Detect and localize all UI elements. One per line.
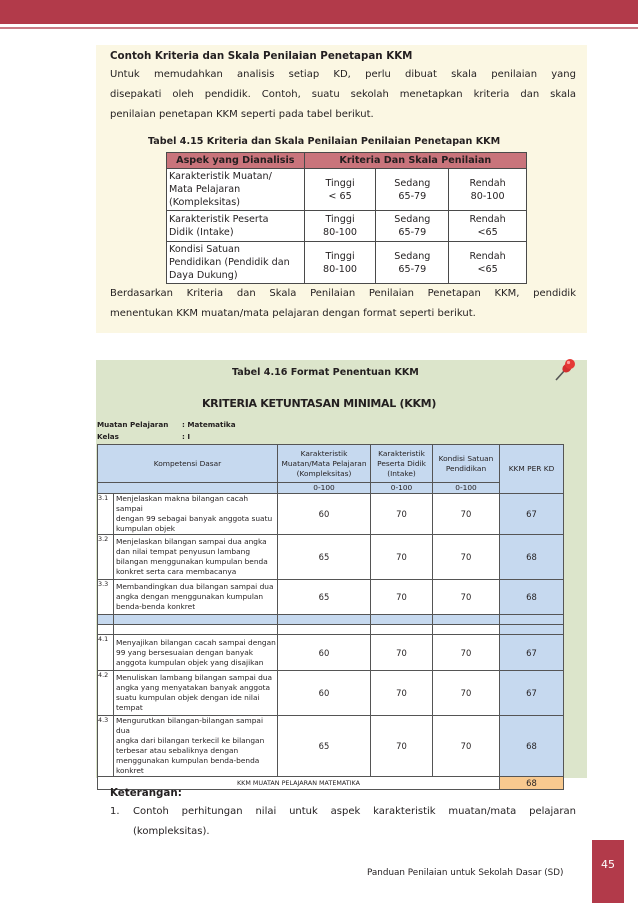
table-row: 3.1 Menjelaskan makna bilangan cacah sampai dengan 99 sebagai banyak anggota suatu kumpulan objek 60 70 70 67 <box>98 494 564 535</box>
page-number: 45 <box>592 840 624 903</box>
example-title: Contoh Kriteria dan Skala Penilaian Penetapan KKM <box>110 50 413 62</box>
table-4-15-caption: Tabel 4.15 Kriteria dan Skala Penilaian Penilaian Penetapan KKM <box>148 136 501 147</box>
table-row: Karakteristik Muatan/ Mata Pelajaran (Kompleksitas) Tinggi < 65 Sedang 65-79 Rendah 80-100 <box>167 169 527 211</box>
kkm-table: Kompetensi Dasar Karakteristik Muatan/Mata Pelajaran (Kompleksitas) Karakteristik Peserta Didik (Intake) Kondisi Satuan Pendidikan KKM PER KD 0-100 0-100 0-100 3.1 Menjelaskan makna bilangan cacah sampai dengan 99 sebagai banyak anggota suatu kumpulan objek 60 70 70 67 3.2 Menjelaskan bilangan sampai dua angka dan nilai tempat penyusun lambang bilangan menggunakan kumpulan benda konkret serta cara membacanya 65 70 70 68 3.3 Membandingkan dua bilangan sampai dua angka dengan menggunakan kumpulan benda-benda konkret 65 70 70 68 4.1 Menyajikan bilangan cacah sampai dengan 99 yang bersesuaian dengan banyak anggota kumpulan objek yang disajikan 60 70 70 67 4.2 Menuliskan lambang bilangan sampai dua angka yang menyatakan banyak anggota suatu kumpulan objek dengan ide nilai tempat 60 70 70 67 4.3 Mengurutkan bilangan-bilangan sampai dua angka dari bilangan terkecil ke bilangan terbesar atau sebaliknya dengan menggunakan kumpulan benda-benda konkret 65 70 70 68 KKM MUATAN PELAJARAN MATEMATIKA 68 <box>97 444 564 790</box>
total-value: 68 <box>500 777 564 790</box>
table-row: 3.3 Membandingkan dua bilangan sampai dua angka dengan menggunakan kumpulan benda-benda konkret 65 70 70 68 <box>98 580 564 615</box>
header-kkm-per-kd: KKM PER KD <box>500 445 564 494</box>
kkm-heading: KRITERIA KETUNTASAN MINIMAL (KKM) <box>201 397 437 410</box>
footer-text: Panduan Penilaian untuk Sekolah Dasar (SD) <box>367 868 564 878</box>
table-gap-row <box>98 615 564 625</box>
header-complexity: Karakteristik Muatan/Mata Pelajaran (Kompleksitas) <box>278 445 371 483</box>
table-row: 4.2 Menuliskan lambang bilangan sampai dua angka yang menyatakan banyak anggota suatu kumpulan objek dengan ide nilai tempat 60 70 70 67 <box>98 671 564 716</box>
total-label: KKM MUATAN PELAJARAN MATEMATIKA <box>98 777 500 790</box>
class-label: Kelas <box>97 432 119 441</box>
subject-label: Muatan Pelajaran <box>97 420 169 429</box>
table-row: 3.2 Menjelaskan bilangan sampai dua angka dan nilai tempat penyusun lambang bilangan menggunakan kumpulan benda konkret serta cara membacanya 65 70 70 68 <box>98 535 564 580</box>
table-row: 4.3 Mengurutkan bilangan-bilangan sampai dua angka dari bilangan terkecil ke bilangan terbesar atau sebaliknya dengan menggunakan kumpulan benda-benda konkret 65 70 70 68 <box>98 716 564 777</box>
header-intake: Karakteristik Peserta Didik (Intake) <box>371 445 433 483</box>
header-bar <box>0 0 638 24</box>
table-4-16-caption: Tabel 4.16 Format Penentuan KKM <box>232 367 419 378</box>
header-kd: Kompetensi Dasar <box>98 445 278 483</box>
notes-title: Keterangan: <box>110 787 182 799</box>
intro-paragraph: Untuk memudahkan analisis setiap KD, perlu dibuat skala penilaian yang disepakati oleh pendidik. Contoh, suatu sekolah menetapkan kriteria dan skala penilaian penetapan KKM seperti pada tabel berikut. <box>110 69 576 120</box>
header-school-condition: Kondisi Satuan Pendidikan <box>433 445 500 483</box>
followup-paragraph: Berdasarkan Kriteria dan Skala Penilaian Penilaian Penetapan KKM, pendidik menentukan KKM muatan/mata pelajaran dengan format seperti berikut. <box>110 288 576 319</box>
header-aspect: Aspek yang Dianalisis <box>167 153 305 169</box>
table-row: Karakteristik Peserta Didik (Intake) Tinggi 80-100 Sedang 65-79 Rendah <65 <box>167 211 527 242</box>
subject-value: : Matematika <box>182 420 236 429</box>
pushpin-icon <box>552 358 578 384</box>
header-criteria: Kriteria Dan Skala Penilaian <box>304 153 526 169</box>
header-rule <box>0 27 638 29</box>
table-gap-row <box>98 625 564 635</box>
table-row: 4.1 Menyajikan bilangan cacah sampai dengan 99 yang bersesuaian dengan banyak anggota kumpulan objek yang disajikan 60 70 70 67 <box>98 635 564 671</box>
criteria-table <box>166 152 527 284</box>
class-value: : I <box>182 432 191 441</box>
table-row: Kondisi Satuan Pendidikan (Pendidik dan Daya Dukung) Tinggi 80-100 Sedang 65-79 Rendah <65 <box>167 242 527 284</box>
